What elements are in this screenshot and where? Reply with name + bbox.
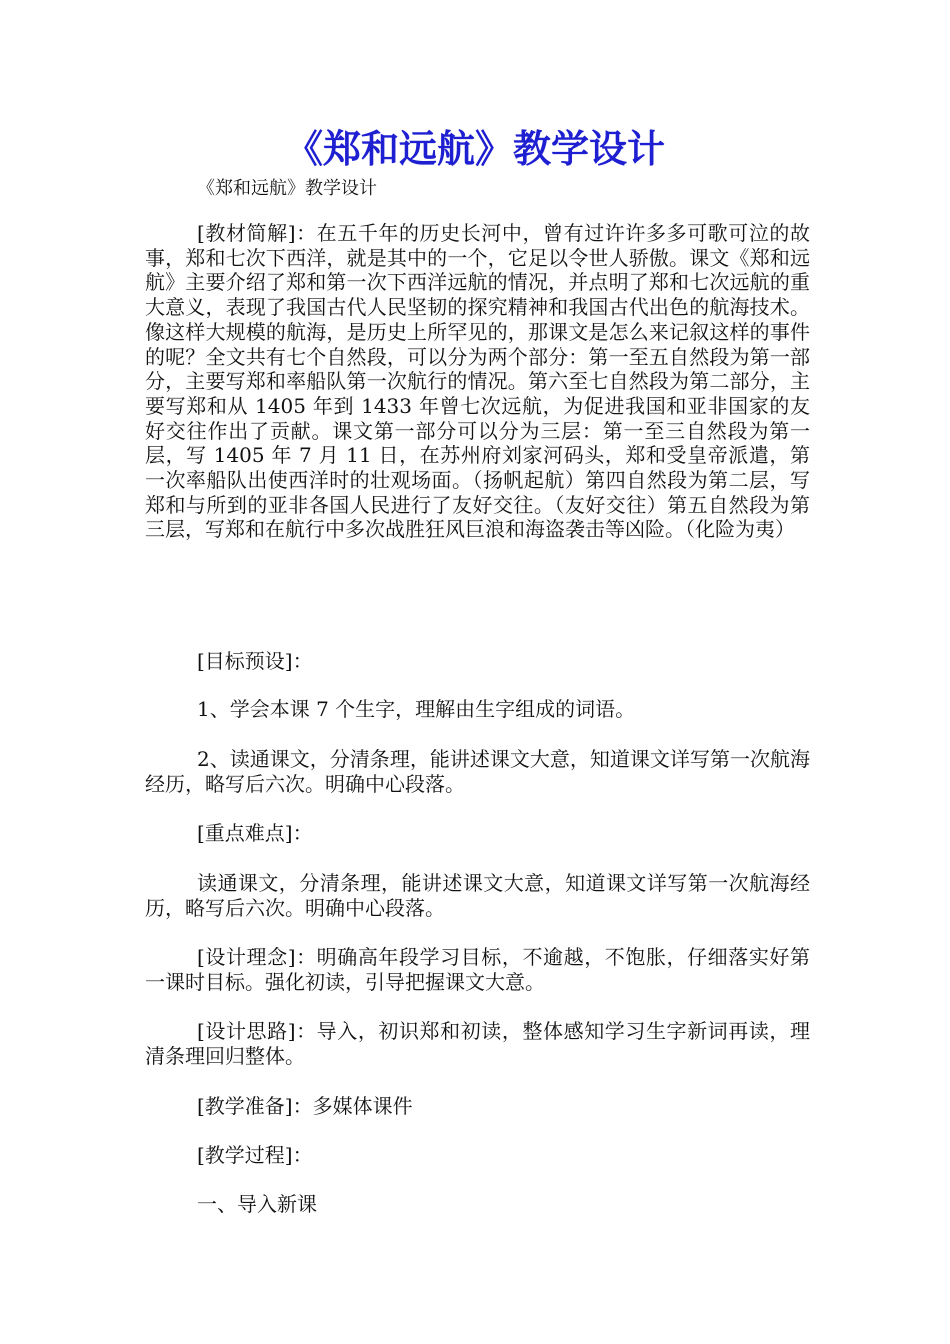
process-heading: [教学过程]：	[197, 1143, 313, 1167]
goal-1-block	[145, 697, 810, 722]
intro-section	[145, 221, 810, 542]
intro-paragraph: [教材简解]：在五千年的历史长河中，曾有过许许多多可歌可泣的故事，郑和七次下西洋，就是其中的一个，它足以令世人骄傲。课文《郑和远航》主要介绍了郑和第一次下西洋远航的情况，并点明了郑和七次远航的重大意义，表现了我国古代人民坚韧的探究精神和我国古代出色的航海技术。像这样大规模的航海，是历史上所罕见的，那课文是怎么来记叙这样的事件的呢？全文共有七个自然段，可以分为两个部分：第一至五自然段为第一部分，主要写郑和率船队第一次航行的情况。第六至七自然段为第二部分，主要写郑和从 1405 年到 1433 年曾七次远航，为促进我国和亚非国家的友好交往作出了贡献。课文第一部分可以分为三层：第一至三自然段为第一层，写 1405 年 7 月 11 日，在苏州府刘家河码头，郑和受皇帝派遣，第一次率船队出使西洋时的壮观场面。（扬帆起航）第四自然段为第二层，写郑和与所到的亚非各国人民进行了友好交往。（友好交往）第五自然段为第三层，写郑和在航行中多次战胜狂风巨浪和海盗袭击等凶险。（化险为夷）	[145, 221, 810, 542]
thinking-block	[145, 1019, 810, 1068]
key-heading: [重点难点]：	[197, 821, 313, 845]
goals-heading: [目标预设]：	[197, 649, 313, 673]
goal-2-block	[145, 747, 810, 796]
idea-paragraph: [设计理念]：明确高年段学习目标，不逾越，不饱胀，仔细落实好第一课时目标。强化初读，引导把握课文大意。	[145, 945, 810, 994]
step-1-paragraph: 一、导入新课	[197, 1192, 317, 1216]
goal-1-paragraph: 1、学会本课 7 个生字，理解由生字组成的词语。	[197, 697, 636, 721]
idea-block	[145, 945, 810, 994]
process-heading-block	[145, 1143, 810, 1168]
thinking-paragraph: [设计思路]：导入，初识郑和初读，整体感知学习生字新词再读，理清条理回归整体。	[145, 1019, 810, 1068]
key-text-block	[145, 871, 810, 920]
document-subtitle: 《郑和远航》教学设计	[197, 178, 377, 199]
key-heading-block	[145, 821, 810, 846]
document-title: 《郑和远航》教学设计	[284, 127, 665, 171]
goal-2-paragraph: 2、读通课文，分清条理，能讲述课文大意，知道课文详写第一次航海经历，略写后六次。明确中心段落。	[145, 747, 810, 796]
preparation-block	[145, 1094, 810, 1119]
step-1-block	[145, 1192, 810, 1217]
goals-heading-block	[145, 649, 810, 674]
key-text-paragraph: 读通课文，分清条理，能讲述课文大意，知道课文详写第一次航海经历，略写后六次。明确中心段落。	[145, 871, 810, 920]
preparation-paragraph: [教学准备]：多媒体课件	[197, 1094, 413, 1118]
